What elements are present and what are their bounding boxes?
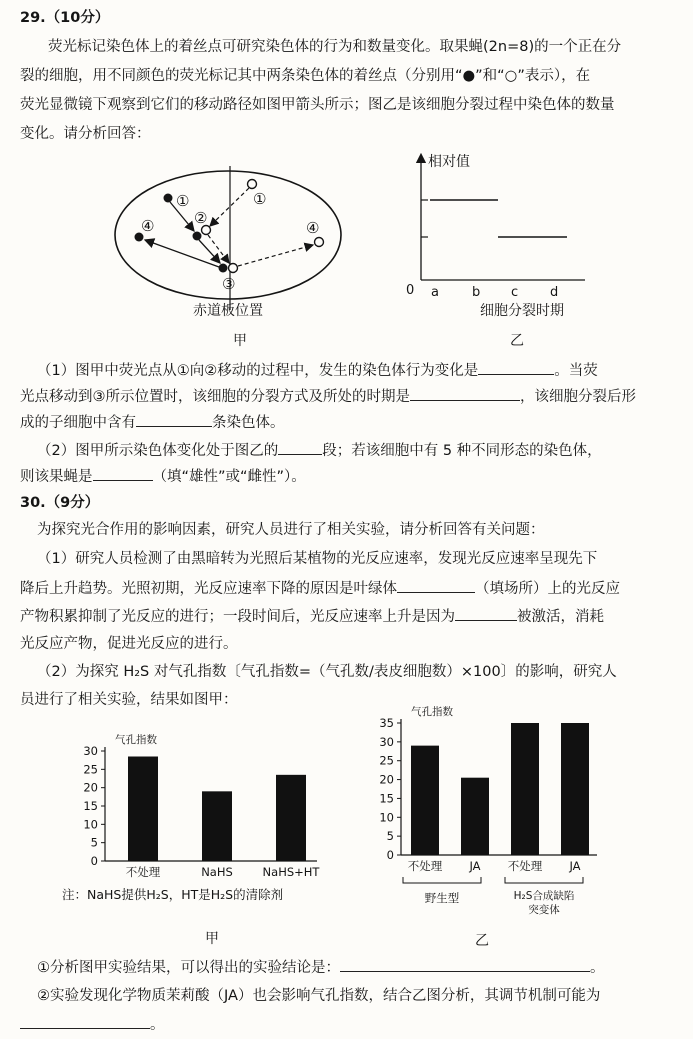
- chart-yi-bar: [411, 746, 439, 855]
- y-axis-label: 相对值: [428, 154, 470, 170]
- chart-yi-category-label: 不处理: [507, 859, 543, 873]
- chart-yi-ytick-label: 35: [379, 716, 394, 730]
- chart-jia-category-label: 不处理: [125, 865, 161, 879]
- figure-yi-xlabel: 细胞分裂时期: [480, 303, 564, 319]
- chart-yi-ytick-label: 5: [386, 829, 394, 844]
- chart-jia-category-label: NaHS: [201, 865, 233, 879]
- q29-p1-line-1: （1）图甲中荧光点从①向②移动的过程中，发生的染色体行为变化是 。当荧: [37, 360, 598, 381]
- q30-s2: ②实验发现化学物质茉莉酸（JA）也会影响气孔指数，结合乙图分析，其调节机制可能为: [37, 988, 601, 1004]
- q29-p1-line-2: 光点移动到③所示位置时，该细胞的分裂方式及所处的时期是 ，该细胞分裂后形: [20, 386, 636, 407]
- open-dot-3: [229, 264, 238, 273]
- black-dot-3: [219, 264, 228, 273]
- q30-p1-line-1: （1）研究人员检测了由黑暗转为光照后某植物的光反应速率，发现光反应速率呈现先下: [37, 551, 598, 567]
- chart-yi-group-label-mutant: H₂S合成缺陷: [513, 890, 575, 902]
- q30-s1: ①分析图甲实验结果，可以得出的实验结论是： 。: [37, 957, 605, 978]
- chart-yi-group-label-mutant-2: 突变体: [528, 904, 560, 916]
- q29-intro-line-1: 荧光标记染色体上的着丝点可研究染色体的行为和数量变化。取果蝇(2n=8)的一个正在分: [48, 39, 622, 55]
- answer-blank-30-4[interactable]: [20, 1014, 150, 1029]
- chart-jia: [55, 725, 340, 910]
- arrow-black-2-3: [199, 240, 220, 263]
- black-dot-2: [193, 232, 202, 241]
- q30-s2-tail: 。: [20, 1014, 165, 1035]
- q29-intro-line-4: 变化。请分析回答：: [20, 126, 151, 142]
- chart-jia-bar: [128, 757, 158, 862]
- q29-intro-line-2: 裂的细胞，用不同颜色的荧光标记其中两条染色体的着丝点（分别用“●”和“○”表示），在: [20, 68, 591, 84]
- chart-yi-bar: [561, 723, 589, 855]
- marker-2: ②: [194, 209, 208, 227]
- answer-blank-29-4[interactable]: [278, 440, 322, 455]
- chart-jia-category-label: NaHS+HT: [262, 865, 320, 879]
- chart-yi-bar: [511, 723, 539, 855]
- chart-jia-ytick-label: 10: [83, 817, 98, 832]
- marker-4-left: ④: [141, 217, 155, 235]
- arrow-open-3-4: [238, 245, 313, 266]
- chart-jia-bar: [202, 791, 232, 861]
- chart-yi-caption: 乙: [475, 933, 489, 949]
- chart-jia-ytick-label: 30: [83, 744, 98, 758]
- open-dot-4: [315, 238, 324, 247]
- q29-p2-line-2: 则该果蝇是 （填“雄性”或“雌性”）。: [20, 466, 306, 487]
- marker-1-open: ①: [253, 190, 267, 208]
- answer-blank-29-2[interactable]: [410, 386, 520, 401]
- figure-jia-caption: 甲: [233, 333, 247, 349]
- chart-yi: [365, 705, 615, 935]
- chart-yi-ylabel: 气孔指数: [411, 706, 453, 718]
- chart-yi-group-bracket-wild: [403, 877, 481, 883]
- tick-a: a: [431, 285, 439, 300]
- chart-yi-group-bracket-mutant: [505, 877, 583, 883]
- chart-jia-ylabel: 气孔指数: [115, 734, 157, 746]
- chart-jia-ytick-label: 0: [90, 854, 98, 868]
- answer-blank-30-1[interactable]: [397, 578, 475, 593]
- chart-jia-ytick-label: 5: [90, 835, 98, 850]
- chart-jia-note: 注：NaHS提供H₂S，HT是H₂S的清除剂: [62, 887, 284, 902]
- tick-c: c: [511, 285, 519, 300]
- arrow-black-3-4: [145, 240, 219, 267]
- q30-p2-line-2: 员进行了相关实验，结果如图甲：: [20, 692, 238, 708]
- answer-blank-29-3[interactable]: [136, 412, 212, 427]
- answer-blank-29-1[interactable]: [478, 360, 554, 375]
- chart-jia-ytick-label: 25: [83, 762, 98, 777]
- q30-intro: 为探究光合作用的影响因素，研究人员进行了相关实验，请分析回答有关问题：: [37, 522, 545, 538]
- chart-yi-ytick-label: 20: [379, 772, 394, 787]
- chart-jia-caption: 甲: [205, 931, 219, 947]
- tick-b: b: [472, 285, 481, 300]
- figure-yi-caption: 乙: [510, 333, 524, 349]
- chart-yi-ytick-label: 30: [379, 734, 394, 749]
- marker-1-black: ①: [176, 192, 190, 210]
- black-dot-1: [164, 194, 173, 203]
- q29-header: 29.（10分）: [20, 10, 110, 26]
- q30-p1-line-3: 产物积累抑制了光反应的进行；一段时间后，光反应速率上升是因为 被激活，消耗: [20, 606, 604, 627]
- q29-p1-line-3: 成的子细胞中含有 条染色体。: [20, 412, 285, 433]
- q29-p2-line-1: （2）图甲所示染色体变化处于图乙的 段；若该细胞中有 5 种不同形态的染色体，: [37, 440, 602, 461]
- q30-p1-line-2: 降后上升趋势。光照初期，光反应速率下降的原因是叶绿体 （填场所）上的光反应: [20, 578, 620, 599]
- chart-yi-ytick-label: 25: [379, 753, 394, 768]
- answer-blank-29-5[interactable]: [93, 466, 153, 481]
- q30-p2-line-1: （2）为探究 H₂S 对气孔指数〔气孔指数=（气孔数/表皮细胞数）×100〕的影响，研究人: [37, 664, 617, 680]
- chart-yi-bar: [461, 778, 489, 855]
- figure-yi-graph: [400, 150, 600, 310]
- answer-blank-30-2[interactable]: [455, 606, 517, 621]
- chart-yi-category-label: 不处理: [407, 859, 443, 873]
- marker-3: ③: [222, 275, 236, 293]
- chart-yi-ytick-label: 0: [386, 848, 394, 862]
- chart-jia-ytick-label: 15: [83, 799, 98, 813]
- chart-jia-bar: [276, 775, 306, 861]
- tick-d: d: [550, 285, 559, 300]
- chart-yi-category-label: JA: [469, 859, 481, 873]
- chart-yi-ytick-label: 10: [379, 810, 394, 825]
- chart-jia-ytick-label: 20: [83, 780, 98, 795]
- chart-yi-group-label-wild: 野生型: [424, 891, 460, 905]
- chart-yi-ytick-label: 15: [379, 791, 394, 806]
- arrow-open-2-3: [208, 235, 229, 263]
- answer-blank-30-3[interactable]: [340, 957, 590, 972]
- origin-label: 0: [406, 283, 415, 298]
- open-dot-1: [248, 180, 257, 189]
- q29-intro-line-3: 荧光显微镜下观察到它们的移动路径如图甲箭头所示；图乙是该细胞分裂过程中染色体的数量: [20, 97, 615, 113]
- chart-yi-category-label: JA: [569, 859, 581, 873]
- marker-4-right: ④: [306, 219, 320, 237]
- equator-plate-label: 赤道板位置: [193, 303, 263, 319]
- q30-p1-line-4: 光反应产物，促进光反应的进行。: [20, 636, 238, 652]
- q30-header: 30.（9分）: [20, 495, 100, 511]
